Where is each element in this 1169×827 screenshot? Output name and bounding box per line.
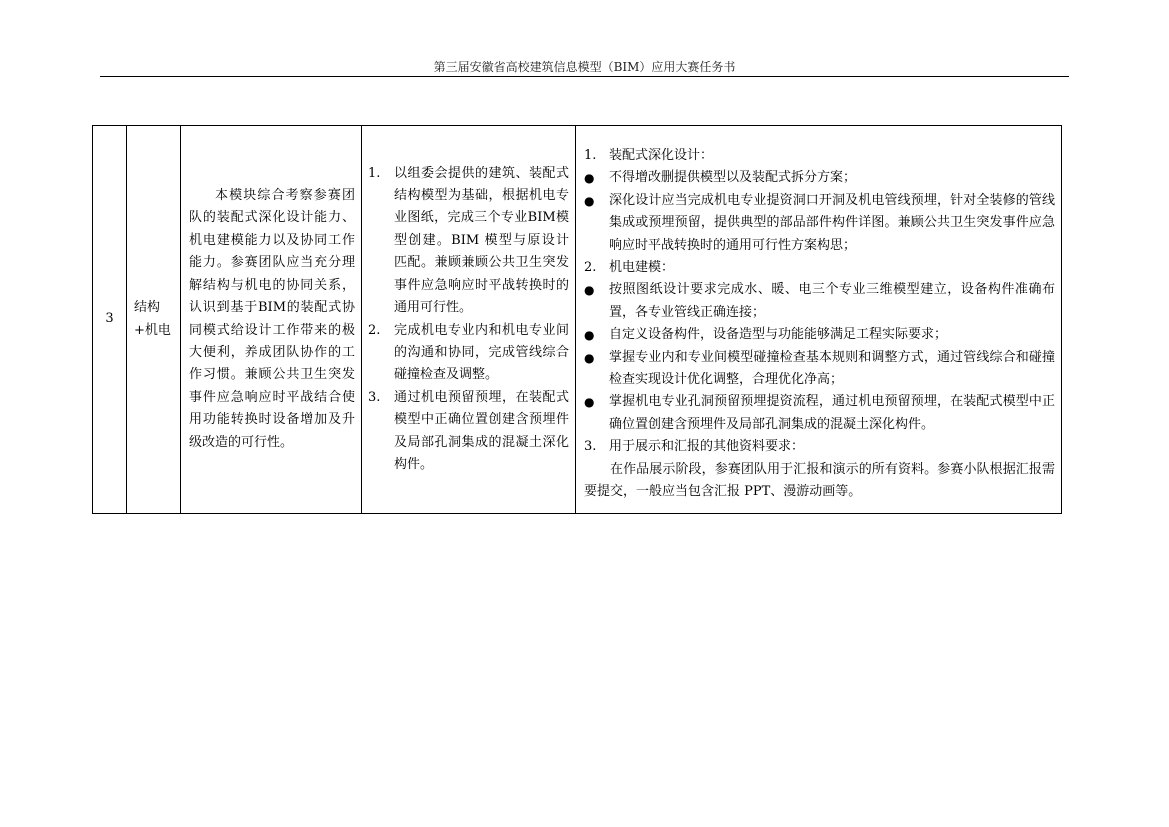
section-heading xyxy=(584,257,1055,279)
requirement-number: 2. xyxy=(368,322,381,338)
module-name: 结构+机电 xyxy=(134,300,171,338)
list-item xyxy=(368,163,569,320)
list-item xyxy=(584,279,1055,324)
bullet-icon: ● xyxy=(584,350,595,365)
bullet-text: 不得增改删提供模型以及装配式拆分方案； xyxy=(609,170,857,186)
requirement-text: 通过机电预留预埋，在装配式模型中正确位置创建含预埋件及局部孔洞集成的混凝土深化构件。 xyxy=(394,389,569,472)
list-item xyxy=(584,391,1055,436)
section-heading xyxy=(584,436,1055,458)
bullet-icon: ● xyxy=(584,328,595,343)
requirement-text: 完成机电专业内和机电专业间的沟通和协同，完成管线综合碰撞检查及调整。 xyxy=(394,322,569,383)
header-divider xyxy=(100,76,1069,77)
description-cell xyxy=(181,126,362,514)
module-name-cell xyxy=(127,126,181,514)
bullet-text: 按照图纸设计要求完成水、暖、电三个专业三维模型建立，设备构件准确布置，各专业管线正确连接； xyxy=(609,282,1055,320)
section-heading xyxy=(584,145,1055,167)
row-number-cell xyxy=(93,126,127,514)
section-title: 装配式深化设计： xyxy=(609,148,714,163)
bullet-icon: ● xyxy=(584,283,595,298)
requirement-text: 以组委会提供的建筑、装配式结构模型为基础，根据机电专业图纸，完成三个专业BIM模型创建。BIM 模型与原设计匹配。兼顾兼顾公共卫生突发事件应急响应时平战转换时的通用可行性。 xyxy=(394,165,569,316)
bullet-icon: ● xyxy=(584,193,595,208)
section-number: 2. xyxy=(584,260,597,276)
section-title: 用于展示和汇报的其他资料要求： xyxy=(609,439,805,455)
row-number: 3 xyxy=(105,311,114,327)
list-item xyxy=(584,167,1055,189)
list-item xyxy=(584,190,1055,257)
bullet-text: 自定义设备构件，设备造型与功能能够满足工程实际要求； xyxy=(609,327,948,343)
list-item xyxy=(584,347,1055,392)
list-item xyxy=(368,320,569,387)
content-cell xyxy=(576,126,1062,514)
section-paragraph: 在作品展示阶段，参赛团队用于汇报和演示的所有资料。参赛小队根据汇报需要提交，一般应当包含汇报 PPT、漫游动画等。 xyxy=(584,461,1055,500)
requirements-cell xyxy=(362,126,576,514)
section-number: 3. xyxy=(584,439,597,455)
task-table xyxy=(92,125,1062,514)
requirement-number: 3. xyxy=(368,389,381,405)
list-item xyxy=(584,324,1055,346)
bullet-text: 掌握专业内和专业间模型碰撞检查基本规则和调整方式，通过管线综合和碰撞检查实现设计优化调整，合理优化净高； xyxy=(609,349,1055,388)
bullet-icon: ● xyxy=(584,395,595,410)
module-description: 本模块综合考察参赛团队的装配式深化设计能力、机电建模能力以及协同工作能力。参赛团队应当充分理解结构与机电的协同关系，认识到基于BIM的装配式协同模式给设计工作带来的极大便利，养成团队协作的工作习惯。兼顾公共卫生突发事件应急响应时平战结合使用功能转换时设备增加及升级改造的可行性。 xyxy=(189,188,355,450)
table-row xyxy=(93,126,1062,514)
section-title: 机电建模： xyxy=(609,260,675,276)
bullet-icon: ● xyxy=(584,171,595,186)
bullet-text: 深化设计应当完成机电专业提资洞口开洞及机电管线预埋，针对全装修的管线集成或预埋预留，提供典型的部品部件构件详图。兼顾公共卫生突发事件应急响应时平战转换时的通用可行性方案构思； xyxy=(609,192,1055,253)
page-header-title: 第三届安徽省高校建筑信息模型（BIM）应用大赛任务书 xyxy=(433,60,736,74)
requirement-number: 1. xyxy=(368,165,381,181)
section-number: 1. xyxy=(584,148,597,163)
bullet-text: 掌握机电专业孔洞预留预埋提资流程，通过机电预留预埋，在装配式模型中正确位置创建含预埋件及局部孔洞集成的混凝土深化构件。 xyxy=(609,394,1055,432)
list-item xyxy=(368,387,569,477)
